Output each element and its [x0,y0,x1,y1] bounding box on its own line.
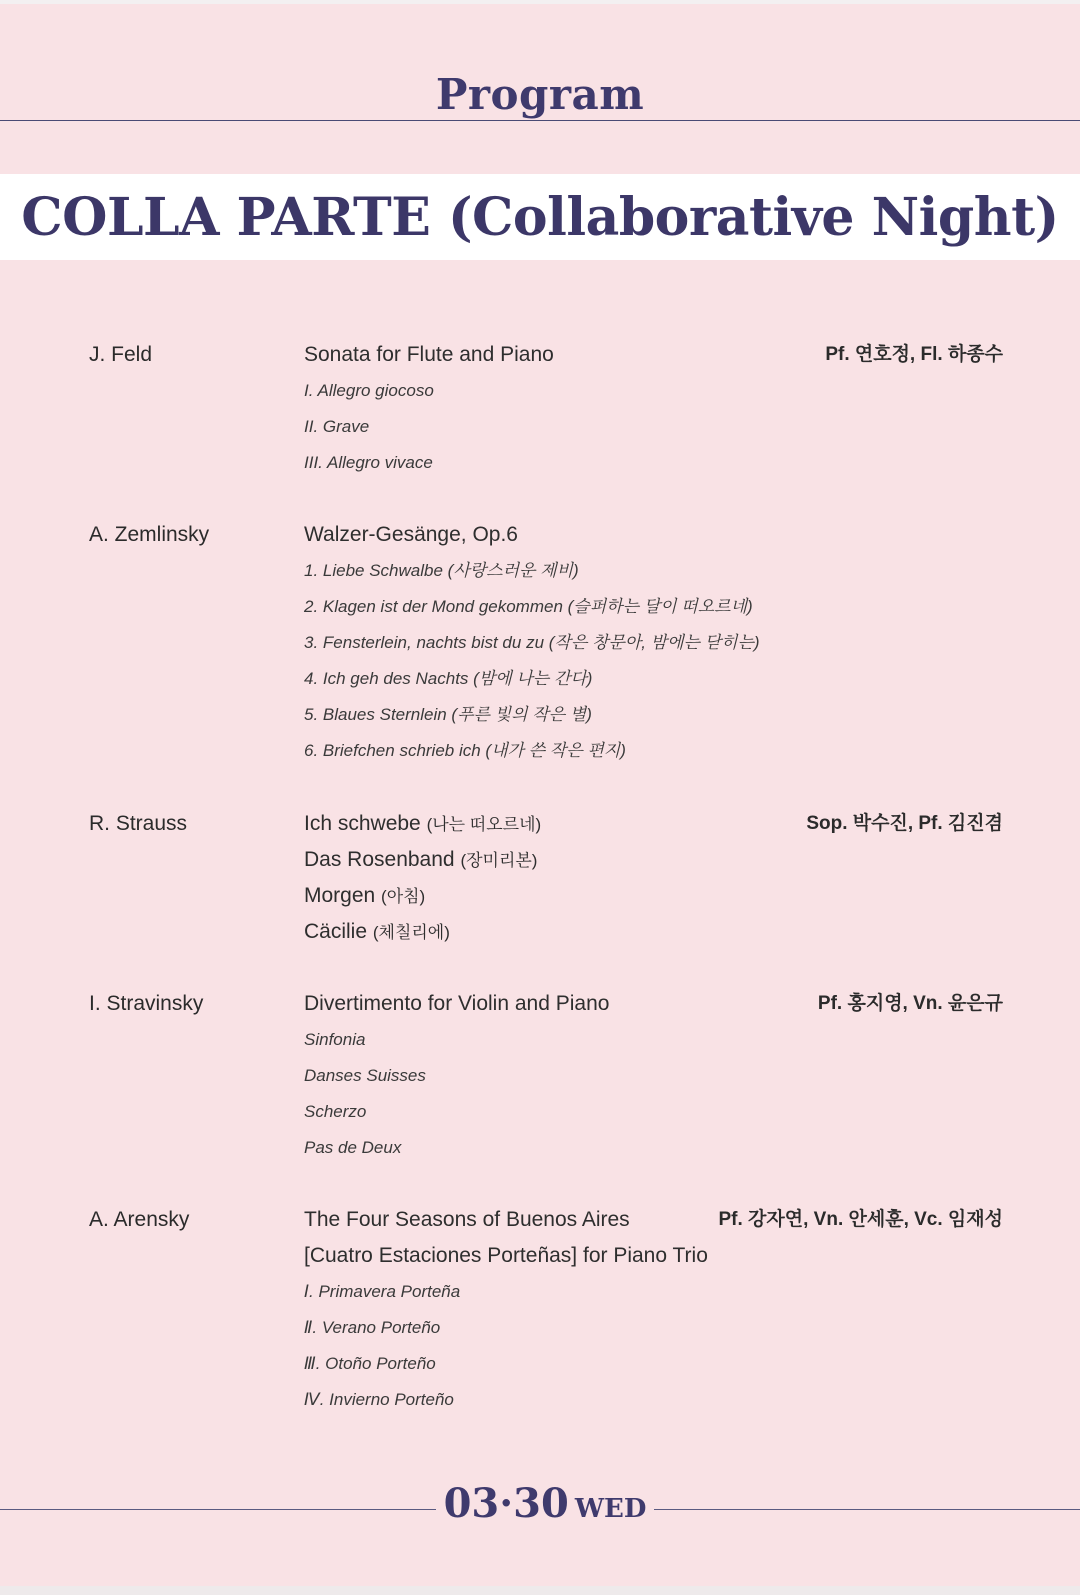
performers: Pf. 연호정, Fl. 하종수 [825,344,1003,365]
movement-item: 3. Fensterlein, nachts bist du zu (작은 창문아, 밤에는 닫히는) [304,633,760,652]
movement-item: 2. Klagen ist der Mond gekommen (슬퍼하는 달이 떠오르네) [304,597,753,616]
heading-divider [0,120,1080,121]
program-heading: Program [435,70,645,119]
performers: Pf. 홍지영, Vn. 윤은규 [817,993,1003,1014]
works-list [304,517,764,769]
bottom-edge [0,1586,1080,1595]
movement-item: II. Grave [304,417,370,436]
movement-item: Ⅱ. Verano Porteño [304,1318,441,1337]
work-title: Cäcilie (체칠리에) [304,920,450,943]
works-list [304,1202,764,1418]
performers: Sop. 박수진, Pf. 김진겸 [806,813,1003,834]
top-edge [0,0,1080,4]
composer-name: R. Strauss [89,812,188,835]
movement-item: 5. Blaues Sternlein (푸른 빛의 작은 별) [304,705,592,724]
movement-item: III. Allegro vivace [304,453,433,472]
movement-item: 1. Liebe Schwalbe (사랑스러운 제비) [304,561,579,580]
work-title: Sonata for Flute and Piano [304,343,554,366]
work-title: Morgen (아침) [304,884,426,907]
movement-item: Sinfonia [304,1030,366,1049]
work-title: Das Rosenband (장미리본) [304,848,538,871]
weekday: WED [574,1494,647,1524]
concert-date [436,1480,654,1527]
work-title: [Cuatro Estaciones Porteñas] for Piano Trio [304,1244,708,1267]
movement-item: 4. Ich geh des Nachts (밤에 나는 간다) [304,669,593,688]
movement-item: I. Allegro giocoso [304,381,434,400]
footer-divider-right [654,1509,1080,1510]
movement-item: Danses Suisses [304,1066,426,1085]
concert-title-banner [0,174,1080,260]
work-title: The Four Seasons of Buenos Aires [304,1208,630,1231]
movement-item: Ⅲ. Otoño Porteño [304,1354,436,1373]
movement-item: Pas de Deux [304,1138,402,1157]
composer-name: A. Zemlinsky [89,523,210,546]
movement-item: Scherzo [304,1102,367,1121]
work-title: Divertimento for Violin and Piano [304,992,610,1015]
performers: Pf. 강자연, Vn. 안세훈, Vc. 임재성 [718,1209,1003,1230]
movement-item: 6. Briefchen schrieb ich (내가 쓴 작은 편지) [304,741,626,760]
works-list [304,337,764,481]
movement-item: Ⅳ. Invierno Porteño [304,1390,454,1409]
composer-name: I. Stravinsky [89,992,204,1015]
work-title: Ich schwebe (나는 떠오르네) [304,812,542,835]
concert-title: COLLA PARTE (Collaborative Night) [21,186,1059,248]
composer-name: A. Arensky [89,1208,190,1231]
works-list [304,986,764,1166]
work-title: Walzer-Gesänge, Op.6 [304,523,518,546]
movement-item: Ⅰ. Primavera Porteña [304,1282,461,1301]
works-list [304,806,764,950]
date-value: 03·30 [443,1480,569,1527]
footer-divider-left [0,1509,436,1510]
composer-name: J. Feld [89,343,153,366]
